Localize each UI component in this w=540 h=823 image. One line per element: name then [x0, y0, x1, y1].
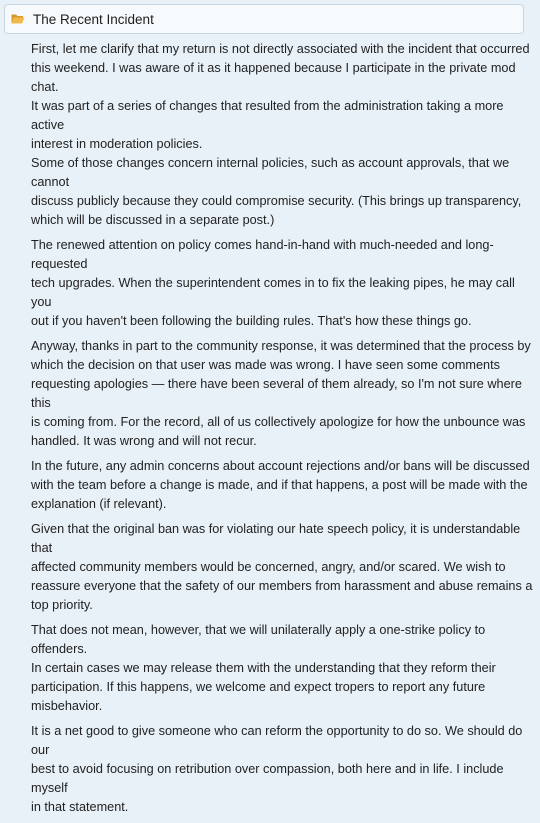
text-line: discuss publicly because they could compromise security. (This brings up transparency, [31, 194, 522, 208]
paragraph [31, 722, 538, 817]
text-line: First, let me clarify that my return is not directly associated with the incident that occurred [31, 42, 530, 56]
text-line: reassure everyone that the safety of our members from harassment and abuse remains a [31, 579, 533, 593]
paragraph [31, 621, 538, 716]
text-line: with the team before a change is made, and if that happens, a post will be made with the [31, 478, 528, 492]
folder-title: The Recent Incident [33, 11, 154, 27]
text-line: In certain cases we may release them with the understanding that they reform their [31, 661, 496, 675]
text-line: affected community members would be concerned, angry, and/or scared. We wish to [31, 560, 506, 574]
folder-header[interactable] [4, 4, 524, 34]
text-line: best to avoid focusing on retribution over compassion, both here and in life. I include myself [31, 762, 504, 795]
paragraph [31, 40, 538, 230]
text-line: The renewed attention on policy comes hand-in-hand with much-needed and long-requested [31, 238, 494, 271]
text-line: tech upgrades. When the superintendent comes in to fix the leaking pipes, he may call you [31, 276, 515, 309]
text-line: explanation (if relevant). [31, 497, 167, 511]
text-line: which the decision on that user was made was wrong. I have seen some comments [31, 358, 500, 372]
text-line: top priority. [31, 598, 93, 612]
paragraph [31, 520, 538, 615]
text-line: In the future, any admin concerns about account rejections and/or bans will be discussed [31, 459, 530, 473]
text-line: It was part of a series of changes that resulted from the administration taking a more active [31, 99, 504, 132]
text-line: requesting apologies — there have been several of them already, so I'm not sure where this [31, 377, 522, 410]
text-line: is coming from. For the record, all of us collectively apologize for how the unbounce was [31, 415, 526, 429]
text-line: participation. If this happens, we welcome and expect tropers to report any future [31, 680, 486, 694]
text-line: interest in moderation policies. [31, 137, 203, 151]
paragraph [31, 337, 538, 451]
text-line: out if you haven't been following the building rules. That's how these things go. [31, 314, 472, 328]
text-line: Some of those changes concern internal policies, such as account approvals, that we cannot [31, 156, 510, 189]
text-line: in that statement. [31, 800, 129, 814]
text-line: which will be discussed in a separate post.) [31, 213, 275, 227]
paragraph [31, 457, 538, 514]
text-line: That does not mean, however, that we will unilaterally apply a one-strike policy to offenders. [31, 623, 486, 656]
folder-content [31, 40, 538, 823]
paragraph [31, 236, 538, 331]
folder-open-icon [11, 12, 25, 26]
text-line: It is a net good to give someone who can reform the opportunity to do so. We should do our [31, 724, 523, 757]
text-line: Anyway, thanks in part to the community response, it was determined that the process by [31, 339, 531, 353]
text-line: this weekend. I was aware of it as it happened because I participate in the private mod chat. [31, 61, 516, 94]
text-line: Given that the original ban was for violating our hate speech policy, it is understandable that [31, 522, 521, 555]
text-line: handled. It was wrong and will not recur. [31, 434, 257, 448]
text-line: misbehavior. [31, 699, 103, 713]
